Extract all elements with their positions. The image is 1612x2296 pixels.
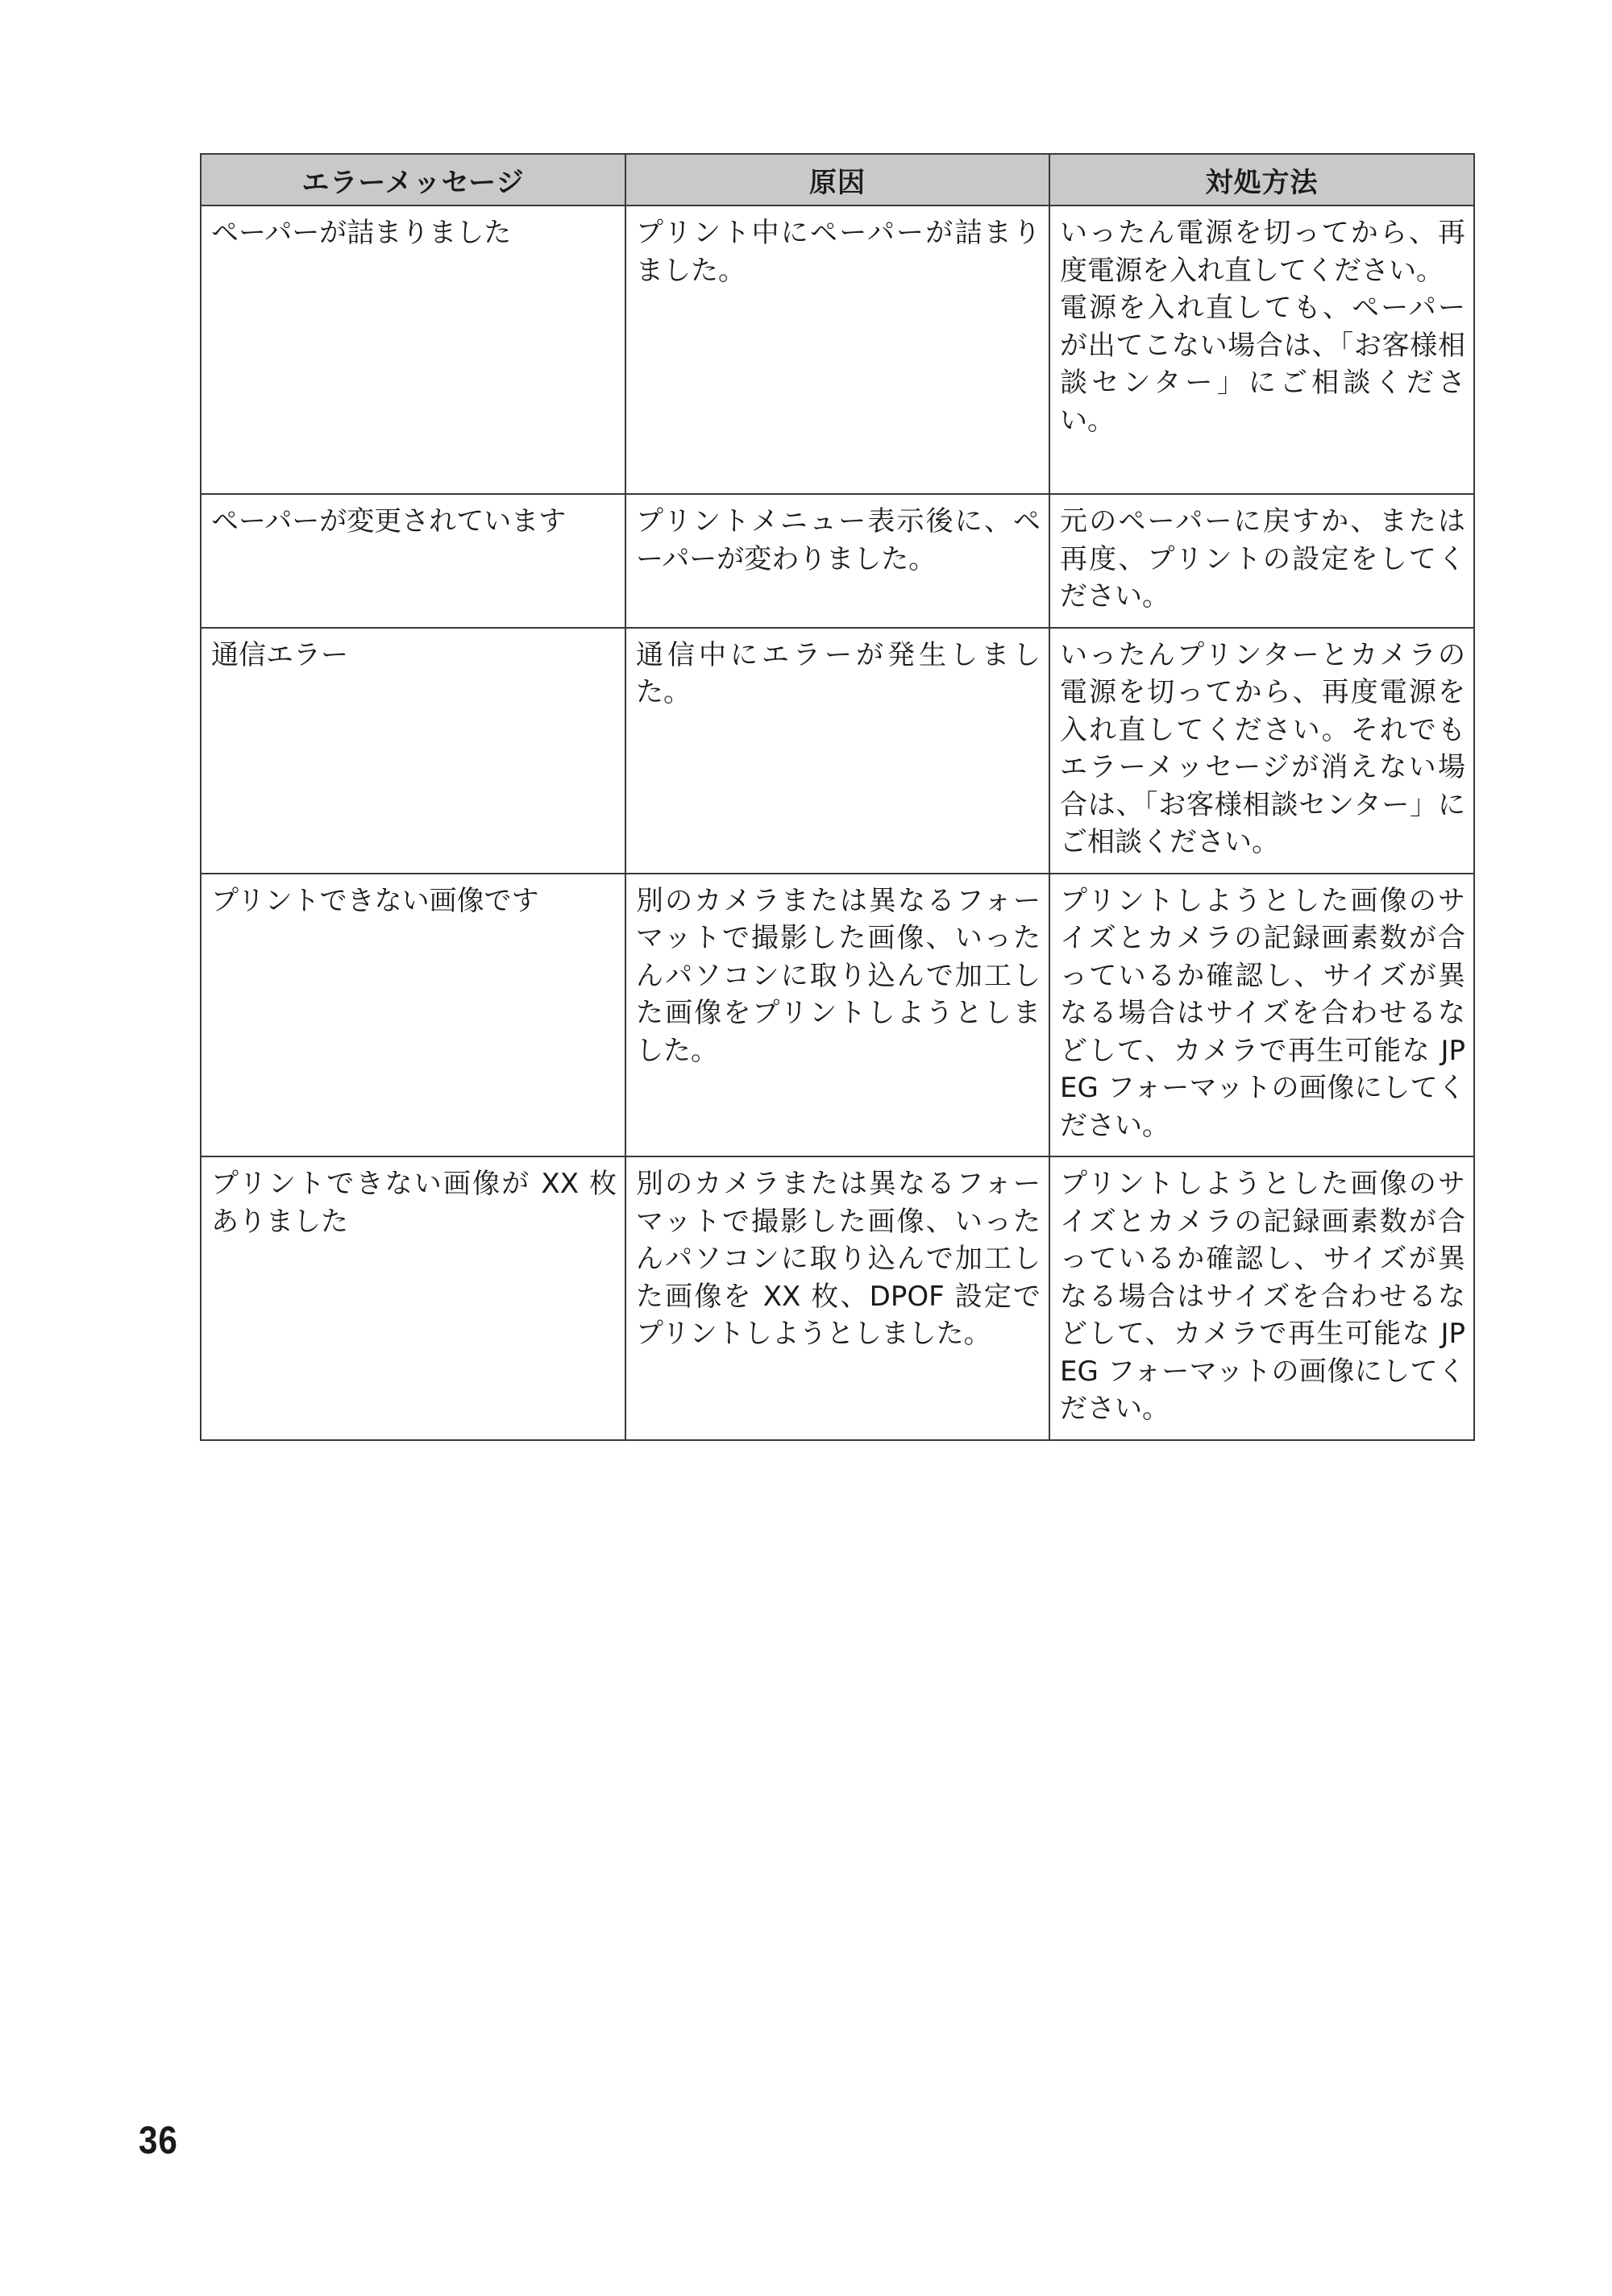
solution-cell bbox=[1049, 494, 1474, 628]
solution-paragraph: プリントしようとした画像のサイズとカメラの記録画素数が合っているか確認し、サイズが異なる場合はサイズを合わせるなどして、カメラで再生可能な JPEG フォーマットの画像にしてください。 bbox=[1060, 884, 1465, 1142]
column-header-cause: 原因 bbox=[625, 154, 1049, 206]
solution-cell bbox=[1049, 628, 1474, 874]
table-row bbox=[201, 1156, 1474, 1440]
cause-cell: 別のカメラまたは異なるフォーマットで撮影した画像、いったんパソコンに取り込んで加工した画像を XX 枚、DPOF 設定でプリントしようとしました。 bbox=[625, 1156, 1049, 1440]
page-number: 36 bbox=[139, 2120, 178, 2162]
error-message-cell: プリントできない画像が XX 枚ありました bbox=[201, 1156, 625, 1440]
cause-cell: プリント中にペーパーが詰まりました。 bbox=[625, 206, 1049, 494]
solution-paragraph: いったんプリンターとカメラの電源を切ってから、再度電源を入れ直してください。それでもエラーメッセージが消えない場合は、「お客様相談センター」にご相談ください。 bbox=[1060, 638, 1465, 858]
column-header-solution: 対処方法 bbox=[1049, 154, 1474, 206]
error-message-cell: ペーパーが詰まりました bbox=[201, 206, 625, 494]
error-message-cell: プリントできない画像です bbox=[201, 874, 625, 1157]
error-message-table bbox=[200, 153, 1475, 1441]
error-message-cell: ペーパーが変更されています bbox=[201, 494, 625, 628]
solution-paragraph: いったん電源を切ってから、再度電源を入れ直してください。 bbox=[1060, 217, 1465, 287]
table-header-row bbox=[201, 154, 1474, 206]
solution-paragraph: 電源を入れ直しても、ペーパーが出てこない場合は、「お客様相談センター」にご相談ください。 bbox=[1060, 292, 1465, 437]
table-row bbox=[201, 628, 1474, 874]
error-message-cell: 通信エラー bbox=[201, 628, 625, 874]
cause-cell: プリントメニュー表示後に、ペーパーが変わりました。 bbox=[625, 494, 1049, 628]
table-row bbox=[201, 874, 1474, 1157]
solution-cell bbox=[1049, 206, 1474, 494]
solution-cell bbox=[1049, 874, 1474, 1157]
cause-cell: 通信中にエラーが発生しました。 bbox=[625, 628, 1049, 874]
solution-cell bbox=[1049, 1156, 1474, 1440]
table-row bbox=[201, 494, 1474, 628]
column-header-error-message: エラーメッセージ bbox=[201, 154, 625, 206]
solution-paragraph: プリントしようとした画像のサイズとカメラの記録画素数が合っているか確認し、サイズが異なる場合はサイズを合わせるなどして、カメラで再生可能な JPEG フォーマットの画像にしてください。 bbox=[1060, 1168, 1465, 1425]
cause-cell: 別のカメラまたは異なるフォーマットで撮影した画像、いったんパソコンに取り込んで加工した画像をプリントしようとしました。 bbox=[625, 874, 1049, 1157]
table-row bbox=[201, 206, 1474, 494]
solution-paragraph: 元のペーパーに戻すか、または再度、プリントの設定をしてください。 bbox=[1060, 505, 1465, 612]
